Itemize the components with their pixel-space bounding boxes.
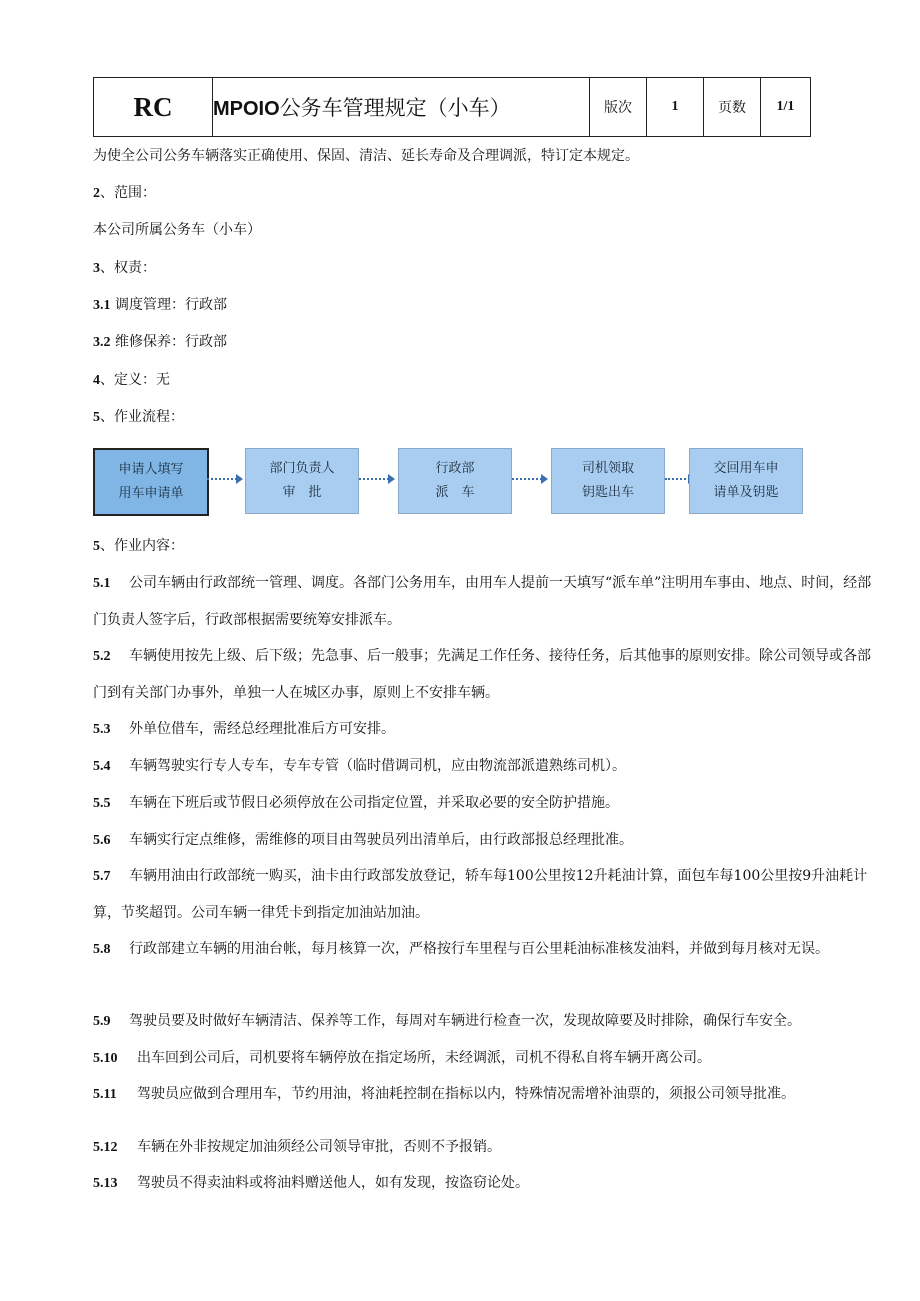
content-item (93, 748, 883, 785)
flow-step (398, 448, 512, 514)
flow-step-line: 部门负责人 (269, 461, 335, 476)
item-text: 调度管理：行政部 (114, 297, 227, 313)
section-number: 2 (93, 186, 100, 201)
item-number: 3.2 (93, 335, 111, 350)
flow-step-line: 审 批 (282, 485, 322, 500)
section-scope-heading (93, 184, 156, 203)
item-text: 驾驶员应做到合理用车，节约用油，将油耗控制在指标以内，特殊情况需增补油票的，须报公司领导批准。 (137, 1086, 795, 1102)
item-number: 5.3 (93, 722, 111, 737)
content-item (93, 638, 883, 711)
content-item (93, 858, 883, 931)
item-text: 外单位借车，需经总经理批准后方可安排。 (129, 721, 395, 737)
item-number: 5.9 (93, 1014, 111, 1029)
content-item (93, 785, 883, 822)
section-duty-heading (93, 259, 156, 278)
flow-step-line: 行政部 (435, 461, 475, 476)
item-number: 5.4 (93, 759, 111, 774)
content-item (93, 565, 883, 638)
section-title: 、范围： (100, 185, 156, 201)
page-count-label: 页数 (704, 78, 761, 137)
flow-step-line: 请单及钥匙 (713, 485, 779, 500)
item-text: 维修保养：行政部 (114, 334, 227, 350)
item-number: 3.1 (93, 298, 111, 313)
flow-step (551, 448, 665, 514)
section-title: 、定义：无 (100, 372, 170, 388)
item-number: 5.10 (93, 1051, 118, 1066)
item-text: 车辆使用按先上级、后下级；先急事、后一般事；先满足工作任务、接待任务，后其他事的原则安排。除公司领导或各部门到有关部门办事外，单独一人在城区办事，原则上不安排车辆。 (93, 648, 871, 701)
section-process-heading (93, 408, 184, 427)
item-number: 5.5 (93, 796, 111, 811)
flow-step-line: 派 车 (435, 485, 475, 500)
flow-step-line: 司机领取 (581, 461, 634, 476)
flow-step (245, 448, 359, 514)
section-number: 4 (93, 373, 100, 388)
process-flowchart (93, 448, 793, 514)
flow-step-line: 钥匙出车 (581, 485, 634, 500)
document-title-prefix: MPOIO (213, 98, 280, 120)
section-title: 、作业流程： (100, 409, 184, 425)
content-item (93, 711, 883, 748)
content-item (93, 1165, 883, 1202)
content-item (93, 1003, 883, 1040)
flow-step-line: 用车申请单 (118, 486, 184, 501)
document-code: RC (94, 78, 213, 137)
intro-paragraph: 为使全公司公务车辆落实正确使用、保固、清洁、延长寿命及合理调派，特订定本规定。 (93, 148, 639, 164)
section-number: 5 (93, 539, 100, 554)
flow-step (93, 448, 209, 516)
section-title: 、作业内容： (100, 538, 184, 554)
item-number: 5.2 (93, 649, 111, 664)
item-text: 车辆用油由行政部统一购买，油卡由行政部发放登记，轿车每100公里按12升耗油计算，面包车每100公里按9升油耗计算，节奖超罚。公司车辆一律凭卡到指定加油站加油。 (93, 868, 868, 921)
version-value: 1 (647, 78, 704, 137)
item-number: 5.13 (93, 1176, 118, 1191)
scope-body: 本公司所属公务车（小车） (93, 222, 261, 238)
flow-arrow-icon (512, 478, 546, 480)
item-text: 车辆在下班后或节假日必须停放在公司指定位置，并采取必要的安全防护措施。 (129, 795, 619, 811)
flow-arrow-icon (359, 478, 393, 480)
item-number: 5.11 (93, 1087, 117, 1102)
item-number: 5.6 (93, 833, 111, 848)
item-number: 5.12 (93, 1140, 118, 1155)
content-item (93, 1129, 883, 1166)
item-text: 行政部建立车辆的用油台帐，每月核算一次，严格按行车里程与百公里耗油标准核发油料，并做到每月核对无误。 (129, 941, 829, 957)
item-text: 车辆在外非按规定加油须经公司领导审批，否则不予报销。 (137, 1139, 501, 1155)
document-title (213, 78, 590, 137)
item-text: 出车回到公司后，司机要将车辆停放在指定场所，未经调派，司机不得私自将车辆开离公司。 (137, 1050, 711, 1066)
section-number: 5 (93, 410, 100, 425)
content-item (93, 1076, 883, 1113)
item-number: 5.1 (93, 576, 111, 591)
flow-step-line: 交回用车申 (713, 461, 779, 476)
flow-arrow-icon (207, 478, 241, 480)
item-text: 车辆驾驶实行专人专车，专车专管（临时借调司机，应由物流部派遣熟练司机）。 (129, 758, 626, 774)
page-count-value: 1/1 (761, 78, 811, 137)
flow-step (689, 448, 803, 514)
content-item (93, 931, 883, 968)
item-number: 5.8 (93, 942, 111, 957)
flow-step-line: 申请人填写 (118, 462, 184, 477)
item-text: 公司车辆由行政部统一管理、调度。各部门公务用车，由用车人提前一天填写“派车单”注明用车事由、地点、时间，经部门负责人签字后，行政部根据需要统筹安排派车。 (93, 575, 872, 628)
content-item (93, 822, 883, 859)
content-item (93, 1040, 883, 1077)
duty-item (93, 333, 227, 352)
section-number: 3 (93, 261, 100, 276)
version-label: 版次 (590, 78, 647, 137)
section-definition-heading (93, 371, 170, 390)
item-text: 驾驶员不得卖油料或将油料赠送他人，如有发现，按盗窃论处。 (137, 1175, 529, 1191)
section-content-heading (93, 537, 184, 556)
item-text: 车辆实行定点维修，需维修的项目由驾驶员列出清单后，由行政部报总经理批准。 (129, 832, 633, 848)
document-title-text: 公务车管理规定（小车） (279, 96, 511, 120)
item-text: 驾驶员要及时做好车辆清洁、保养等工作，每周对车辆进行检查一次，发现故障要及时排除，确保行车安全。 (129, 1013, 801, 1029)
item-number: 5.7 (93, 869, 111, 884)
document-header-table (93, 77, 811, 137)
duty-item (93, 296, 227, 315)
section-title: 、权责： (100, 260, 156, 276)
